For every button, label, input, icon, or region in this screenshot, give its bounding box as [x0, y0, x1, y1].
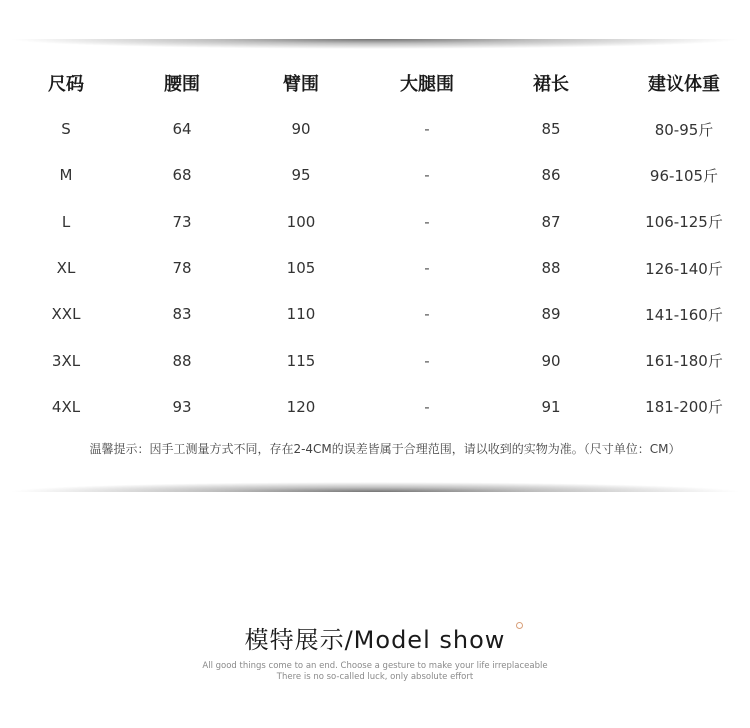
table-row	[0, 291, 750, 337]
cell-waist: 78	[172, 259, 192, 278]
table-row	[0, 337, 750, 383]
cell-arm: 110	[286, 305, 316, 324]
header-recommended-weight: 建议体重	[648, 74, 720, 95]
cell-size: S	[61, 120, 71, 139]
cell-arm: 105	[286, 259, 316, 278]
header-waist: 腰围	[164, 74, 200, 95]
cell-weight: 96-105斤	[649, 166, 719, 185]
cell-waist: 73	[172, 212, 192, 231]
cell-skirt-length: 89	[541, 305, 561, 324]
cell-skirt-length: 91	[541, 397, 561, 416]
table-row	[0, 384, 750, 430]
cell-arm: 115	[286, 351, 316, 370]
cell-size: XL	[56, 259, 76, 278]
decorative-circle-icon	[516, 622, 523, 629]
cell-arm: 95	[291, 166, 311, 185]
cell-skirt-length: 85	[541, 120, 561, 139]
header-thigh: 大腿围	[400, 74, 454, 95]
cell-arm: 100	[286, 212, 316, 231]
table-row	[0, 152, 750, 198]
cell-waist: 64	[172, 120, 192, 139]
cell-size: 3XL	[51, 351, 81, 370]
table-row	[0, 199, 750, 245]
cell-weight: 181-200斤	[645, 398, 723, 417]
cell-skirt-length: 87	[541, 212, 561, 231]
cell-waist: 83	[172, 305, 192, 324]
cell-waist: 68	[172, 166, 192, 185]
cell-weight: 141-160斤	[645, 305, 723, 324]
cell-thigh: -	[424, 120, 430, 139]
cell-size: XXL	[51, 305, 81, 324]
cell-thigh: -	[424, 259, 430, 278]
measurement-note: 温馨提示：因手工测量方式不同，存在2-4CM的误差皆属于合理范围，请以收到的实物为准。（尺寸单位：CM）	[89, 442, 681, 456]
cell-thigh: -	[424, 166, 430, 185]
header-size: 尺码	[48, 74, 84, 95]
cell-thigh: -	[424, 212, 430, 231]
table-row	[0, 245, 750, 291]
cell-size: M	[59, 166, 73, 185]
cell-skirt-length: 90	[541, 351, 561, 370]
cell-skirt-length: 86	[541, 166, 561, 185]
header-arm: 臂围	[283, 74, 319, 95]
bottom-shadow-divider	[10, 482, 740, 492]
cell-size: L	[61, 212, 71, 231]
top-shadow-divider	[10, 39, 740, 49]
cell-arm: 90	[291, 120, 311, 139]
cell-waist: 88	[172, 351, 192, 370]
size-chart-table	[0, 60, 750, 430]
cell-thigh: -	[424, 351, 430, 370]
tagline-line-1: All good things come to an end. Choose a gesture to make your life irreplaceable	[202, 661, 548, 671]
cell-waist: 93	[172, 397, 192, 416]
header-skirt-length: 裙长	[533, 74, 569, 95]
model-show-title: 模特展示/Model show	[244, 626, 506, 654]
tagline-line-2: There is no so-called luck, only absolute effort	[276, 672, 474, 682]
cell-weight: 126-140斤	[645, 259, 723, 278]
cell-weight: 80-95斤	[654, 120, 714, 139]
cell-size: 4XL	[51, 397, 81, 416]
cell-weight: 161-180斤	[645, 352, 723, 371]
cell-thigh: -	[424, 397, 430, 416]
cell-arm: 120	[286, 397, 316, 416]
model-show-heading	[0, 620, 750, 655]
size-chart-header-row	[0, 60, 750, 106]
table-row	[0, 106, 750, 152]
cell-weight: 106-125斤	[645, 213, 723, 232]
cell-thigh: -	[424, 305, 430, 324]
cell-skirt-length: 88	[541, 259, 561, 278]
